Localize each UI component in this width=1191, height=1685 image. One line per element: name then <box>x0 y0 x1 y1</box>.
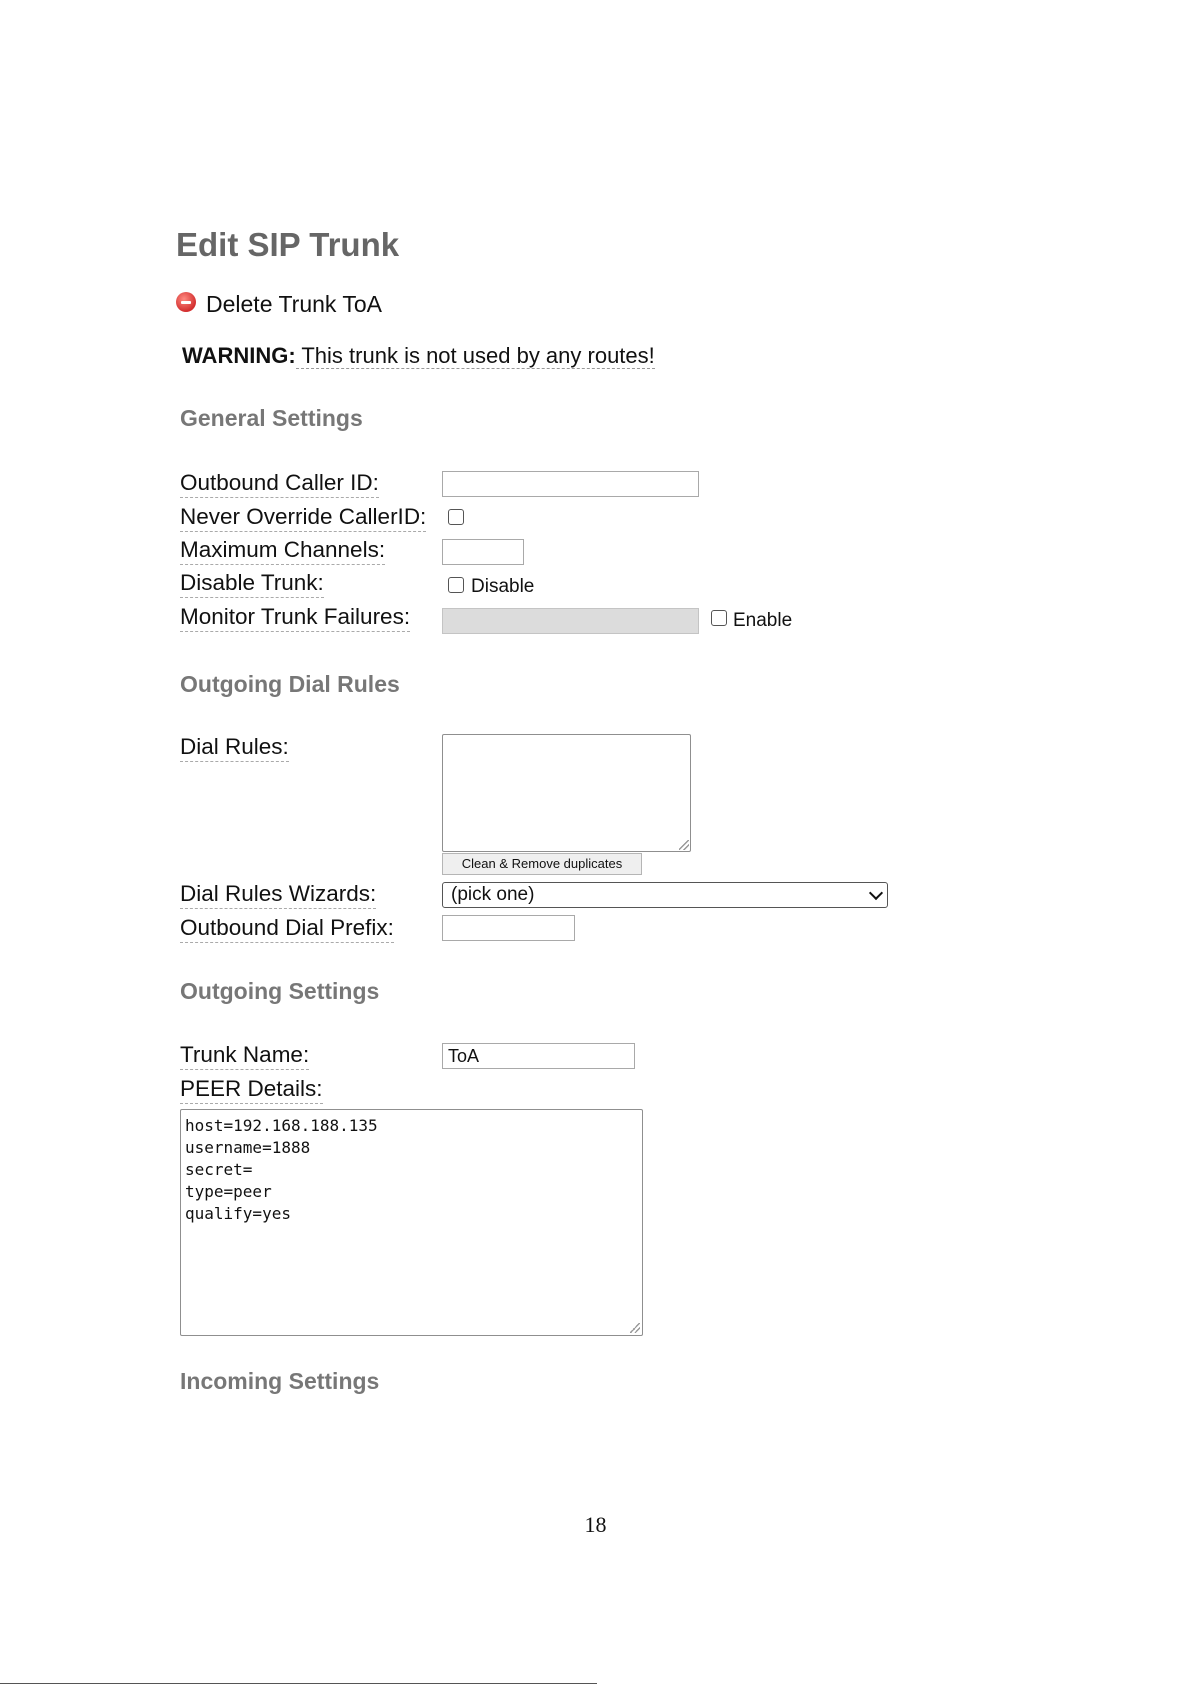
incoming-settings-heading-text: Incoming Settings <box>180 1368 380 1394</box>
footer-divider <box>0 1683 597 1684</box>
dial-rules-label: Dial Rules: <box>180 734 289 762</box>
page-title: Edit SIP Trunk <box>176 226 400 263</box>
disable-trunk-option-label: Disable <box>471 576 535 597</box>
section-outgoing-dial-rules: Outgoing Dial Rules <box>180 671 400 697</box>
never-override-callerid-checkbox[interactable] <box>448 509 464 525</box>
trunk-name-label: Trunk Name: <box>180 1042 309 1070</box>
monitor-trunk-failures-option-label: Enable <box>733 610 793 631</box>
monitor-trunk-failures-label: Monitor Trunk Failures: <box>180 604 410 632</box>
peer-details-text: host=192.168.188.135 username=1888 secret= type=peer qualify=yes <box>185 1116 378 1223</box>
monitor-trunk-failures-input <box>442 608 699 634</box>
warning-prefix: WARNING: <box>182 343 296 368</box>
outbound-dial-prefix-label: Outbound Dial Prefix: <box>180 915 394 943</box>
section-incoming-settings <box>180 1368 380 1394</box>
maximum-channels-input[interactable] <box>442 539 524 565</box>
clean-remove-duplicates-button[interactable]: Clean & Remove duplicates <box>442 853 642 875</box>
disable-trunk-checkbox[interactable] <box>448 577 464 593</box>
dial-rules-wizards-select[interactable] <box>442 882 888 908</box>
section-general-settings: General Settings <box>180 405 363 431</box>
peer-details-resize-handle[interactable] <box>630 1323 640 1333</box>
delete-icon <box>176 292 196 312</box>
dial-rules-textarea[interactable] <box>442 734 691 852</box>
outbound-dial-prefix-input[interactable] <box>442 915 575 941</box>
outbound-caller-id-input[interactable] <box>442 471 699 497</box>
peer-details-textarea[interactable] <box>180 1109 643 1336</box>
maximum-channels-label: Maximum Channels: <box>180 537 385 565</box>
trunk-name-input[interactable] <box>442 1043 635 1069</box>
chevron-down-icon <box>869 886 883 900</box>
page-number: 18 <box>584 1512 607 1537</box>
monitor-trunk-failures-checkbox[interactable] <box>711 610 727 626</box>
never-override-callerid-label: Never Override CallerID: <box>180 504 426 532</box>
disable-trunk-label: Disable Trunk: <box>180 570 324 598</box>
dial-rules-wizards-label: Dial Rules Wizards: <box>180 881 376 909</box>
warning-text: This trunk is not used by any routes! <box>295 343 655 368</box>
peer-details-label: PEER Details: <box>180 1076 323 1104</box>
warning-message <box>182 343 655 369</box>
section-outgoing-settings: Outgoing Settings <box>180 978 380 1004</box>
dial-rules-wizards-selected: (pick one) <box>451 884 535 905</box>
delete-trunk-label: Delete Trunk ToA <box>206 291 383 317</box>
outbound-caller-id-label: Outbound Caller ID: <box>180 470 379 498</box>
delete-trunk-link[interactable] <box>176 291 382 318</box>
